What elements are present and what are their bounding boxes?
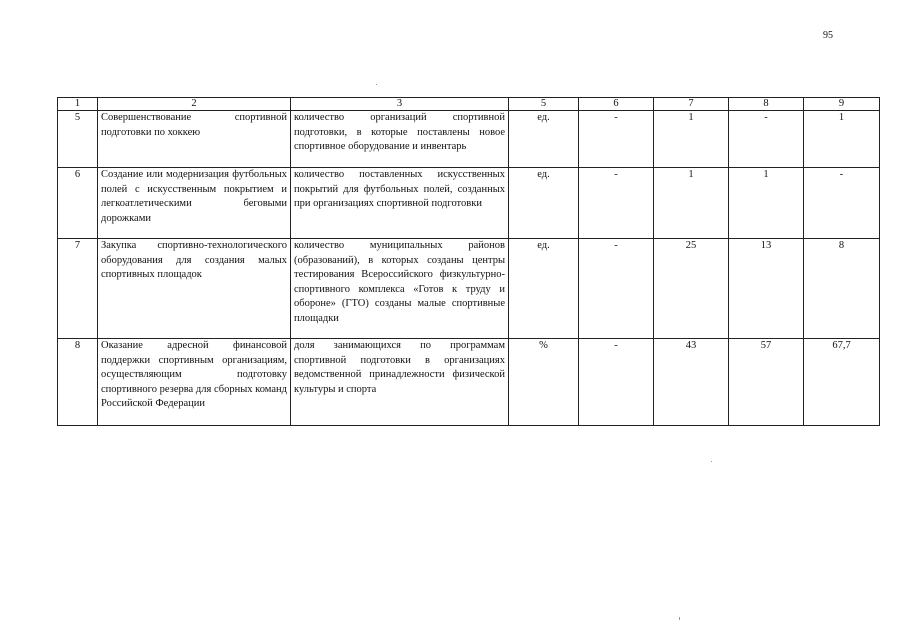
scan-speck: [679, 617, 680, 620]
row-number: 6: [58, 168, 98, 239]
unit-cell: %: [509, 339, 579, 426]
value-cell: 1: [654, 111, 729, 168]
unit-cell: ед.: [509, 111, 579, 168]
value-cell: 1: [654, 168, 729, 239]
indicator-name: количество муниципальных районов (образований), в которых созданы центры тестирования Всероссийского физкультурно-спортивного комплекса «Готов к труду и обороне» (ГТО) созданы малые спортивные площадки: [291, 239, 509, 339]
value-cell: -: [804, 168, 880, 239]
scan-speck: [711, 461, 712, 462]
row-number: 5: [58, 111, 98, 168]
indicator-name: доля занимающихся по программам спортивной подготовки в организациях ведомственной принадлежности физической культуры и спорта: [291, 339, 509, 426]
indicator-name: количество поставленных искусственных покрытий для футбольных полей, созданных при организациях спортивной подготовки: [291, 168, 509, 239]
header-cell: 9: [804, 98, 880, 111]
value-cell: -: [579, 339, 654, 426]
value-cell: -: [729, 111, 804, 168]
scan-speck: [376, 84, 377, 85]
value-cell: 43: [654, 339, 729, 426]
row-number: 7: [58, 239, 98, 339]
value-cell: 25: [654, 239, 729, 339]
header-cell: 2: [98, 98, 291, 111]
header-cell: 5: [509, 98, 579, 111]
table-row: [58, 239, 880, 339]
value-cell: 57: [729, 339, 804, 426]
table-row: [58, 168, 880, 239]
unit-cell: ед.: [509, 168, 579, 239]
value-cell: 1: [804, 111, 880, 168]
value-cell: 8: [804, 239, 880, 339]
header-cell: 7: [654, 98, 729, 111]
row-number: 8: [58, 339, 98, 426]
value-cell: -: [579, 111, 654, 168]
value-cell: 1: [729, 168, 804, 239]
activity-name: Закупка спортивно-технологического оборудования для создания малых спортивных площадок: [98, 239, 291, 339]
header-cell: 1: [58, 98, 98, 111]
table-header-row: [58, 98, 880, 111]
value-cell: -: [579, 239, 654, 339]
page-number: 95: [823, 30, 833, 41]
unit-cell: ед.: [509, 239, 579, 339]
header-cell: 3: [291, 98, 509, 111]
indicator-name: количество организаций спортивной подготовки, в которые поставлены новое спортивное оборудование и инвентарь: [291, 111, 509, 168]
header-cell: 6: [579, 98, 654, 111]
header-cell: 8: [729, 98, 804, 111]
value-cell: 13: [729, 239, 804, 339]
table-row: [58, 111, 880, 168]
value-cell: -: [579, 168, 654, 239]
indicators-table: [57, 97, 880, 426]
activity-name: Совершенствование спортивной подготовки по хоккею: [98, 111, 291, 168]
value-cell: 67,7: [804, 339, 880, 426]
activity-name: Оказание адресной финансовой поддержки спортивным организациям, осуществляющим подготовку спортивного резерва для сборных команд Российской Федерации: [98, 339, 291, 426]
activity-name: Создание или модернизация футбольных полей с искусственным покрытием и легкоатлетическими беговыми дорожками: [98, 168, 291, 239]
table-row: [58, 339, 880, 426]
